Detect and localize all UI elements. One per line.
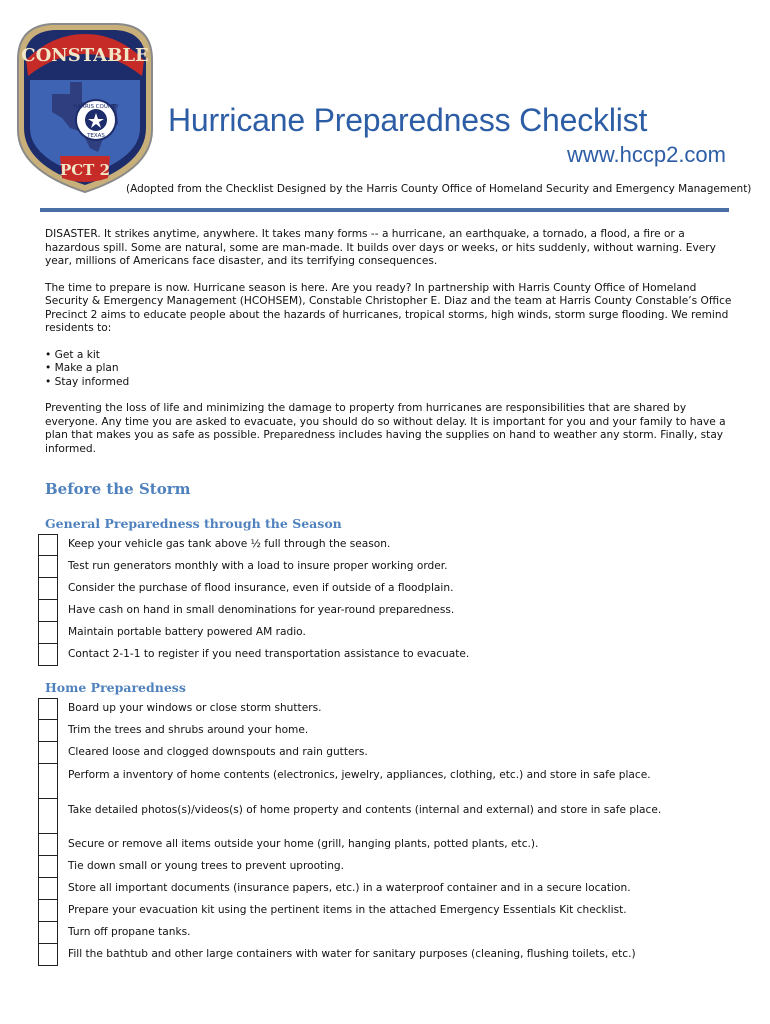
checkbox[interactable] (38, 834, 58, 856)
badge-top-text: CONSTABLE (21, 45, 149, 66)
checkbox[interactable] (38, 799, 58, 834)
checklist-item-text: Contact 2-1-1 to register if you need transportation assistance to evacuate. (68, 648, 470, 660)
checklist-item-text: Take detailed photos(s)/videos(s) of home property and contents (internal and external) and store in safe place. (68, 804, 662, 816)
intro-paragraph-disaster: DISASTER. It strikes anytime, anywhere. It takes many forms -- a hurricane, an earthquake, a tornado, a flood, a fire or a hazardous spill. Some are natural, some are man-made. It builds over days or weeks, or hits suddenly, without warning. Every year, millions of Americans face disaster, and its terrifying consequences. (45, 228, 716, 267)
checklist-item (38, 534, 738, 556)
intro-paragraph-responsibility: Preventing the loss of life and minimizing the damage to property from hurricanes are responsibilities that are shared by everyone. Any time you are asked to evacuate, you should do so without delay. It is important for you and your family to have a plan that makes you as safe as possible. Preparedness includes having the supplies on hand to weather any storm. Finally, stay informed. (45, 402, 726, 455)
checkbox[interactable] (38, 742, 58, 764)
checkbox[interactable] (38, 878, 58, 900)
checklist-item (38, 644, 738, 666)
checklist-item-text: Cleared loose and clogged downspouts and rain gutters. (68, 746, 368, 758)
checklist-item (38, 878, 738, 900)
checklist-item-text: Board up your windows or close storm shutters. (68, 702, 322, 714)
checklist-item-text: Tie down small or young trees to prevent uprooting. (68, 860, 345, 872)
checkbox[interactable] (38, 600, 58, 622)
checklist-item (38, 799, 738, 834)
constable-badge-logo (12, 20, 158, 196)
checklist-item (38, 600, 738, 622)
reminder-item: • Get a kit (45, 348, 100, 361)
reminder-item: • Make a plan (45, 362, 119, 374)
checklist-item (38, 922, 738, 944)
checklist-item (38, 556, 738, 578)
checklist-item-text: Consider the purchase of flood insurance, even if outside of a floodplain. (68, 582, 454, 594)
intro-section (45, 228, 735, 469)
checkbox[interactable] (38, 534, 58, 556)
checklist-item-text: Keep your vehicle gas tank above ½ full through the season. (68, 538, 391, 550)
page-title: Hurricane Preparedness Checklist (168, 102, 648, 138)
checklist-item (38, 698, 738, 720)
checklist-item-text: Perform a inventory of home contents (electronics, jewelry, appliances, clothing, etc.) and store in safe place. (68, 769, 651, 781)
checklist-item-text: Store all important documents (insurance papers, etc.) in a waterproof container and in a secure location. (68, 882, 631, 894)
seal-ring-text: HARRIS COUNTY (73, 104, 119, 110)
checklist-item-text: Have cash on hand in small denominations for year-round preparedness. (68, 604, 455, 616)
checklist-item (38, 720, 738, 742)
checkbox[interactable] (38, 578, 58, 600)
badge-bottom-text: PCT 2 (59, 161, 111, 179)
checklist-item-text: Secure or remove all items outside your home (grill, hanging plants, potted plants, etc.). (68, 838, 539, 850)
checkbox[interactable] (38, 922, 58, 944)
before-storm-heading: Before the Storm (45, 480, 191, 498)
reminder-item: • Stay informed (45, 375, 130, 388)
general-preparedness-heading: General Preparedness through the Season (45, 516, 342, 531)
checklist-item (38, 944, 738, 966)
reminder-list (45, 349, 735, 390)
checkbox[interactable] (38, 622, 58, 644)
checklist-item (38, 622, 738, 644)
seal-bottom-text: TEXAS (87, 133, 105, 139)
checklist-item-text: Trim the trees and shrubs around your home. (68, 724, 309, 736)
checkbox[interactable] (38, 856, 58, 878)
checklist-item (38, 900, 738, 922)
checkbox[interactable] (38, 698, 58, 720)
header-divider (40, 208, 729, 212)
adopted-note: (Adopted from the Checklist Designed by the Harris County Office of Homeland Security and Emergency Management) (126, 183, 752, 195)
home-preparedness-heading: Home Preparedness (45, 680, 186, 695)
checkbox[interactable] (38, 900, 58, 922)
checklist-item (38, 856, 738, 878)
checklist-item-text: Test run generators monthly with a load to insure proper working order. (68, 560, 448, 572)
checkbox[interactable] (38, 944, 58, 966)
checklist-item (38, 578, 738, 600)
checklist-item-text: Turn off propane tanks. (68, 926, 191, 938)
general-preparedness-checklist (38, 534, 738, 666)
checkbox[interactable] (38, 720, 58, 742)
checkbox[interactable] (38, 644, 58, 666)
intro-paragraph-prepare: The time to prepare is now. Hurricane season is here. Are you ready? In partnership with Harris County Office of Homeland Security & Emergency Management (HCOHSEM), Constable Christopher E. Diaz and the team at Harris County Constable’s Office Precinct 2 aims to educate people about the hazards of hurricanes, tropical storms, high winds, storm surge flooding. We remind residents to: (45, 281, 732, 334)
checklist-item (38, 834, 738, 856)
checkbox[interactable] (38, 556, 58, 578)
checklist-item-text: Fill the bathtub and other large containers with water for sanitary purposes (cleaning, flushing toilets, etc.) (68, 948, 636, 960)
checklist-item (38, 764, 738, 799)
checklist-item (38, 742, 738, 764)
website-link[interactable]: www.hccp2.com (567, 142, 726, 167)
home-preparedness-checklist (38, 698, 738, 966)
checklist-item-text: Maintain portable battery powered AM radio. (68, 626, 306, 638)
checkbox[interactable] (38, 764, 58, 799)
checklist-item-text: Prepare your evacuation kit using the pertinent items in the attached Emergency Essentials Kit checklist. (68, 904, 627, 916)
